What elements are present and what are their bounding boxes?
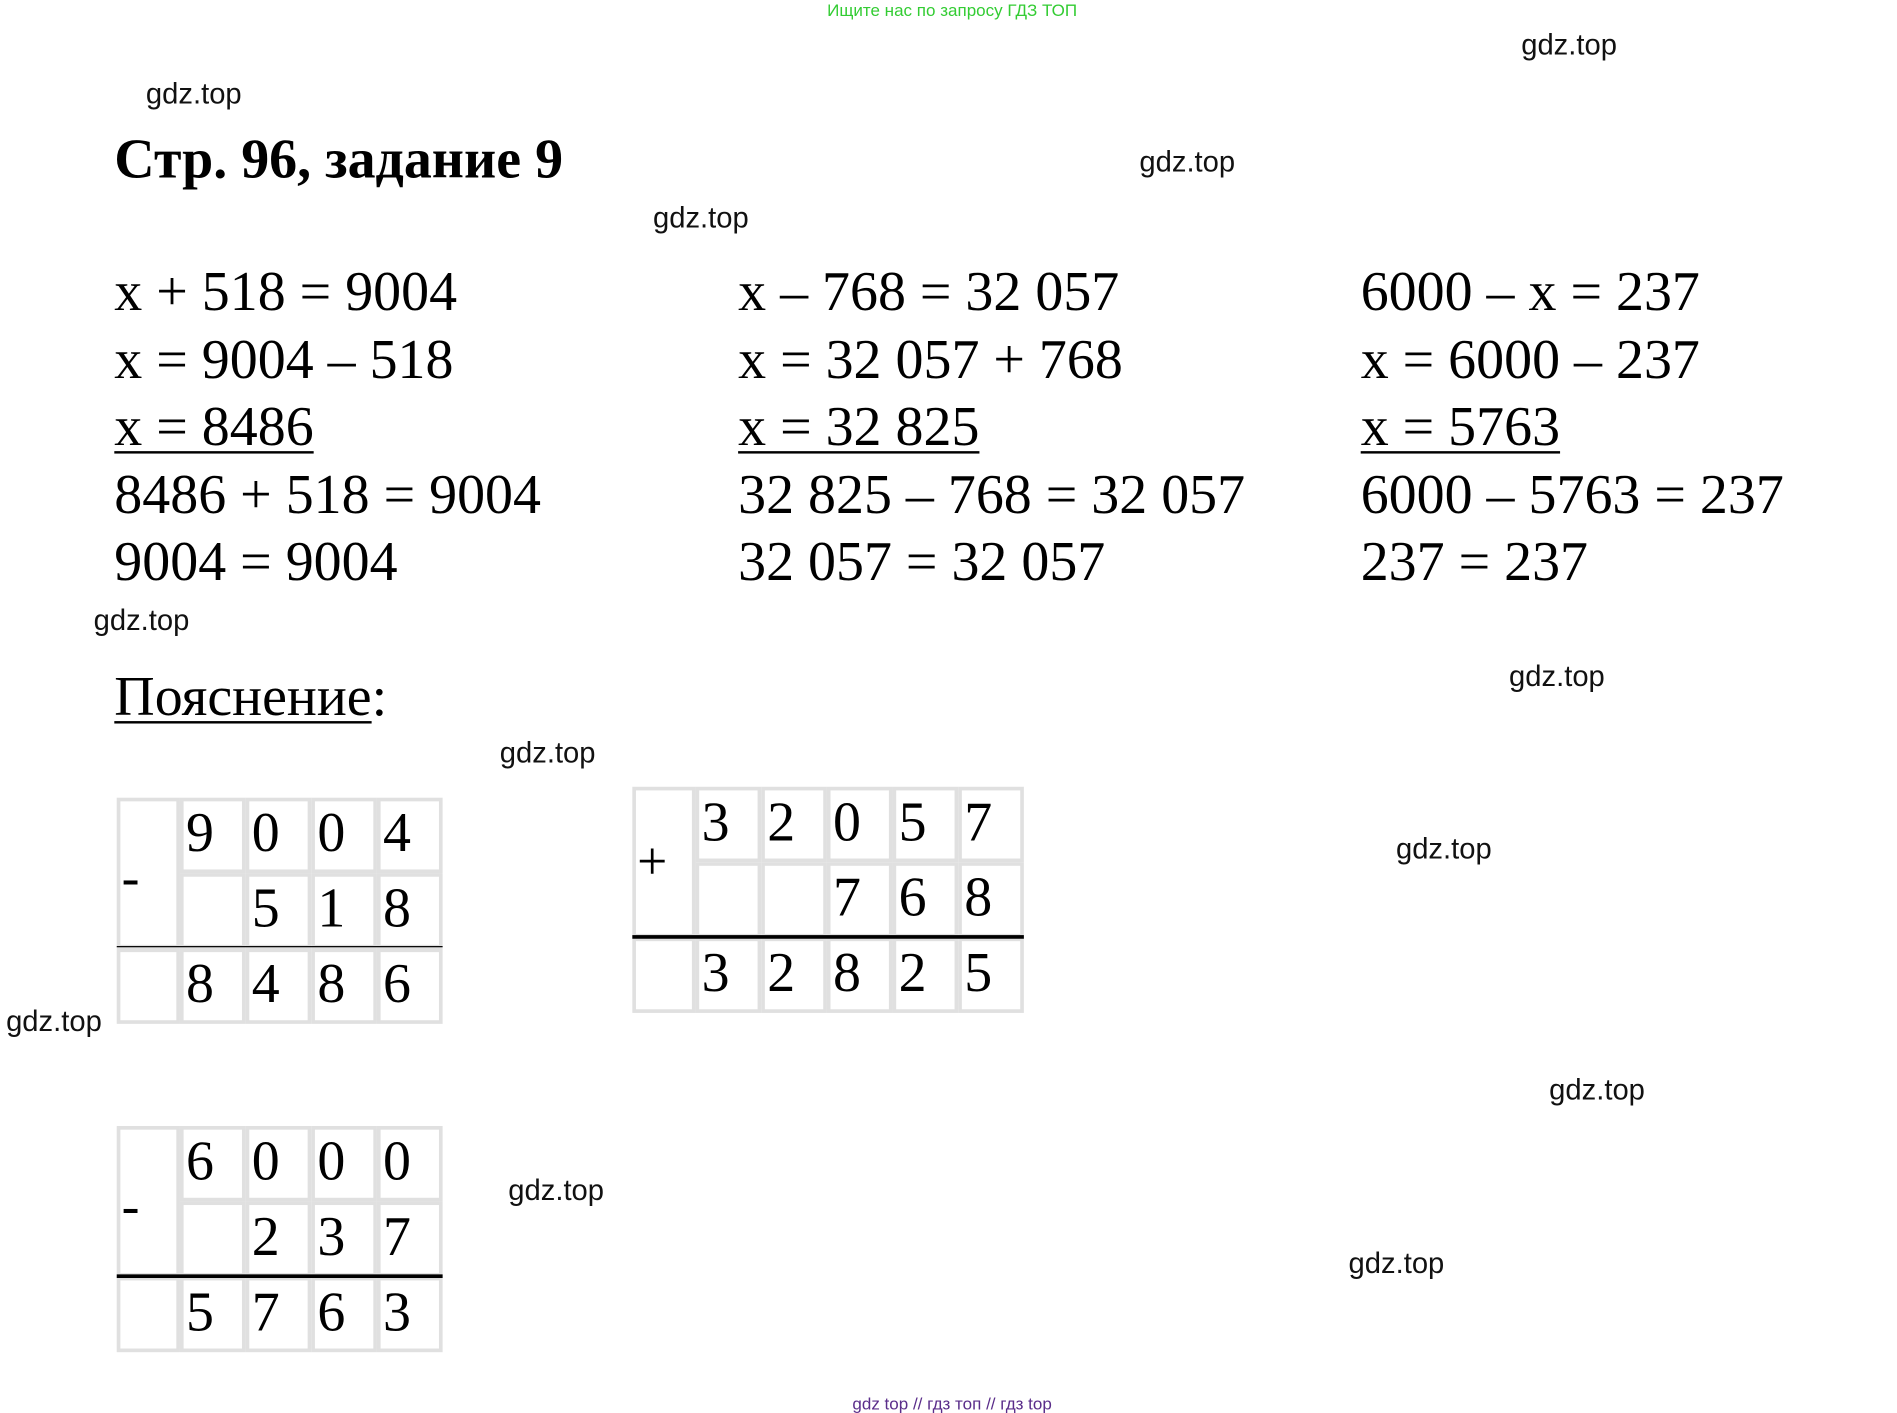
watermark: gdz.top: [499, 736, 596, 770]
digit-cell: 8: [377, 873, 443, 948]
digit-cell: 4: [377, 798, 443, 873]
digit-cell: 7: [958, 787, 1024, 862]
digit-cell: 0: [827, 787, 893, 862]
minus-sign: -: [121, 1175, 140, 1236]
digit-cell: 5: [246, 873, 312, 948]
digit-cell: 6: [311, 1277, 377, 1352]
equation-check: 32 825 – 768 = 32 057: [738, 462, 1246, 525]
result-line: [632, 935, 1024, 939]
result-line: [117, 946, 443, 947]
digit-cell: 8: [311, 948, 377, 1023]
page-title: Стр. 96, задание 9: [114, 127, 564, 190]
watermark: gdz.top: [1348, 1247, 1445, 1281]
explanation-heading: [114, 664, 387, 728]
explanation-label: Пояснение: [114, 665, 372, 728]
digit-cell: 6: [180, 1126, 246, 1201]
equation-answer: x = 5763: [1360, 395, 1561, 458]
digit-cell: 2: [761, 938, 827, 1013]
equation-check: 8486 + 518 = 9004: [114, 462, 541, 525]
empty-cell: [632, 938, 695, 1013]
watermark: gdz.top: [1549, 1073, 1645, 1107]
minus-sign: -: [121, 847, 140, 908]
digit-cell: 6: [377, 948, 443, 1023]
empty-cell: [117, 948, 180, 1023]
equation-check: 9004 = 9004: [114, 530, 398, 593]
equation-column-2: [738, 258, 1245, 595]
watermark: gdz.top: [508, 1174, 605, 1208]
watermark: gdz.top: [1521, 29, 1617, 63]
digit-cell: 0: [377, 1126, 443, 1201]
equation-line: x = 6000 – 237: [1360, 327, 1700, 390]
digit-cell: [761, 862, 827, 937]
digit-cell: 8: [180, 948, 246, 1023]
digit-cell: 1: [311, 873, 377, 948]
digit-cell: 0: [311, 1126, 377, 1201]
equation-line: x = 32 057 + 768: [738, 327, 1123, 390]
equation-line: x = 9004 – 518: [114, 327, 454, 390]
digit-cell: 4: [246, 948, 312, 1023]
equation-answer: x = 8486: [114, 395, 314, 458]
equation-line: x – 768 = 32 057: [738, 260, 1120, 323]
watermark: gdz.top: [1139, 145, 1236, 179]
digit-cell: 7: [377, 1201, 443, 1276]
digit-cell: 6: [893, 862, 959, 937]
watermark: gdz.top: [1395, 832, 1492, 866]
watermark: gdz.top: [1509, 660, 1605, 694]
digit-cell: 2: [761, 787, 827, 862]
digit-cell: 0: [246, 1126, 312, 1201]
digit-cell: 3: [696, 938, 762, 1013]
equation-line: 6000 – x = 237: [1360, 260, 1700, 323]
watermark: gdz.top: [93, 604, 190, 638]
watermark: gdz.top: [6, 1005, 102, 1039]
digit-cell: 5: [180, 1277, 246, 1352]
digit-cell: [180, 1201, 246, 1276]
digit-cell: 9: [180, 798, 246, 873]
digit-cell: 0: [246, 798, 312, 873]
equation-column-1: [114, 258, 541, 595]
plus-sign: +: [637, 831, 668, 892]
digit-cell: 3: [311, 1201, 377, 1276]
equation-check: 6000 – 5763 = 237: [1360, 462, 1784, 525]
top-banner[interactable]: Ищите нас по запросу ГДЗ ТОП: [827, 0, 1078, 20]
digit-cell: 2: [246, 1201, 312, 1276]
digit-cell: 5: [893, 787, 959, 862]
equation-check: 32 057 = 32 057: [738, 530, 1106, 593]
explanation-colon: :: [371, 665, 388, 728]
digit-cell: [180, 873, 246, 948]
equation-answer: x = 32 825: [738, 395, 980, 458]
digit-cell: 8: [958, 862, 1024, 937]
digit-cell: 0: [311, 798, 377, 873]
watermark: gdz.top: [652, 201, 749, 235]
footer-links[interactable]: gdz top // гдз топ // гдз top: [852, 1393, 1052, 1413]
equation-check: 237 = 237: [1360, 530, 1589, 593]
digit-cell: 5: [958, 938, 1024, 1013]
watermark: gdz.top: [145, 77, 242, 111]
equation-line: x + 518 = 9004: [114, 260, 458, 323]
digit-cell: 2: [893, 938, 959, 1013]
digit-cell: 3: [696, 787, 762, 862]
result-line: [117, 1274, 443, 1278]
empty-cell: [117, 1277, 180, 1352]
equation-column-3: [1361, 258, 1784, 595]
digit-cell: [696, 862, 762, 937]
digit-cell: 7: [827, 862, 893, 937]
digit-cell: 8: [827, 938, 893, 1013]
digit-cell: 7: [246, 1277, 312, 1352]
digit-cell: 3: [377, 1277, 443, 1352]
